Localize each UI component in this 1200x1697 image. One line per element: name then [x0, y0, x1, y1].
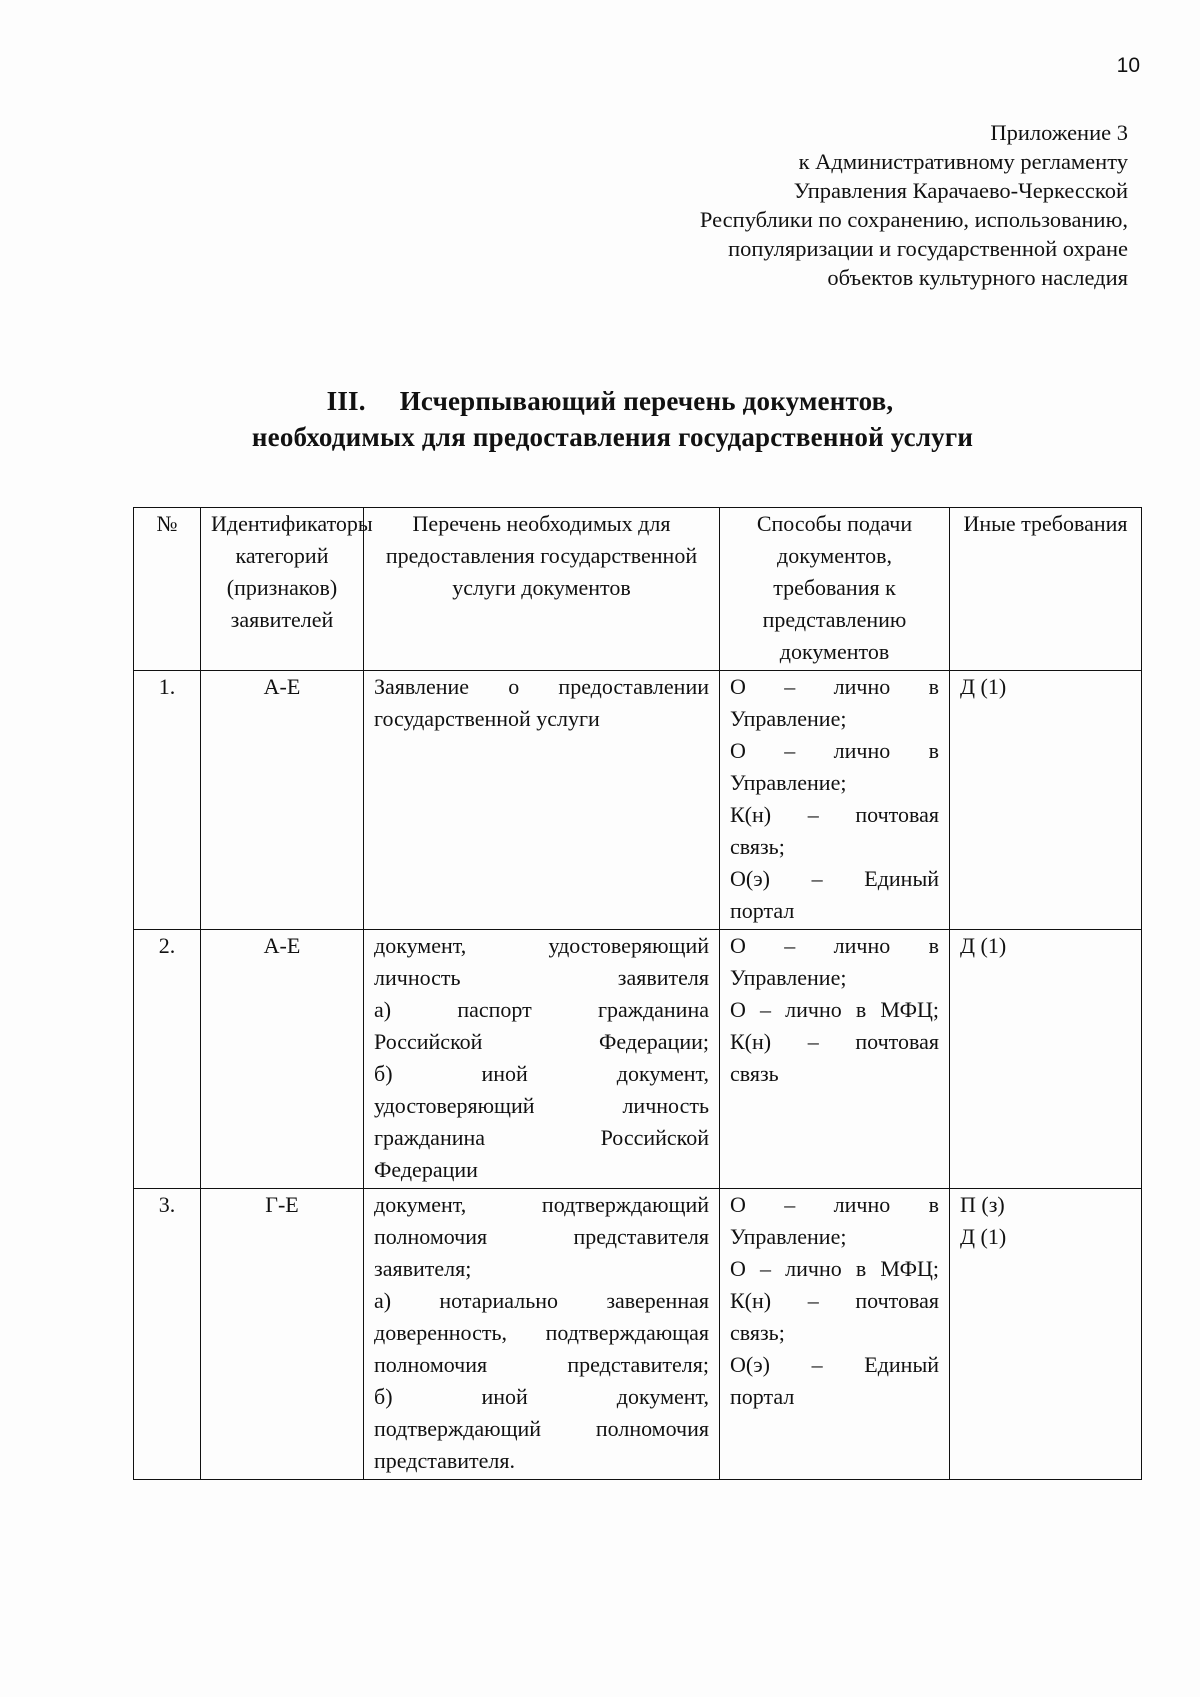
table-row	[134, 671, 1142, 930]
header-num: №	[134, 508, 201, 671]
document-text-line: доверенность, подтверждающая	[374, 1320, 709, 1345]
table-body	[134, 671, 1142, 1480]
submission-text-line: О – лично в	[730, 674, 939, 699]
appendix-line: Приложение 3	[990, 120, 1128, 145]
documents-table	[133, 507, 1142, 1480]
appendix-line: Республики по сохранению, использованию,	[699, 207, 1128, 232]
submission-ways-cell	[720, 671, 950, 930]
document-text-line: заявителя;	[374, 1256, 472, 1281]
submission-text-line: связь	[730, 1061, 779, 1086]
row-number-cell: 1.	[134, 671, 201, 930]
document-text-line: а) паспорт гражданина	[374, 997, 709, 1022]
submission-text-line: связь;	[730, 1320, 785, 1345]
submission-text-line: Управление;	[730, 965, 847, 990]
submission-text-line: Управление;	[730, 706, 847, 731]
requirement-text-line: Д (1)	[960, 674, 1007, 699]
submission-text-line: О(э) – Единый	[730, 1352, 939, 1377]
section-number: III.	[326, 386, 366, 416]
header-other: Иные требования	[950, 508, 1142, 671]
table-header-row	[134, 508, 1142, 671]
submission-text-line: портал	[730, 898, 795, 923]
document-text-line: б) иной документ,	[374, 1384, 709, 1409]
document-text-line: а) нотариально заверенная	[374, 1288, 709, 1313]
submission-text-line: К(н) – почтовая	[730, 1288, 939, 1313]
document-text-line: Российской Федерации;	[374, 1029, 709, 1054]
submission-ways-cell	[720, 930, 950, 1189]
other-requirements-cell	[950, 930, 1142, 1189]
document-text-line: полномочия представителя;	[374, 1352, 709, 1377]
submission-text-line: О – лично в МФЦ;	[730, 1256, 939, 1281]
submission-text-line: О – лично в	[730, 738, 939, 763]
submission-text-line: связь;	[730, 834, 785, 859]
document-text-line: гражданина Российской	[374, 1125, 709, 1150]
document-text-line: б) иной документ,	[374, 1061, 709, 1086]
submission-text-line: Управление;	[730, 770, 847, 795]
row-number-cell: 3.	[134, 1189, 201, 1480]
heading-text-1: Исчерпывающий перечень документов,	[399, 386, 894, 416]
page-number: 10	[1116, 54, 1140, 77]
submission-text-line: О – лично в МФЦ;	[730, 997, 939, 1022]
document-list-cell	[364, 1189, 720, 1480]
document-text-line: подтверждающий полномочия	[374, 1416, 709, 1441]
submission-ways-cell	[720, 1189, 950, 1480]
appendix-line: популяризации и государственной охране	[728, 236, 1128, 261]
heading-line-1	[0, 383, 1200, 419]
category-cell: А-Е	[201, 671, 364, 930]
document-text-line: Заявление о предоставлении	[374, 674, 709, 699]
other-requirements-cell	[950, 671, 1142, 930]
document-list-cell	[364, 671, 720, 930]
category-cell: А-Е	[201, 930, 364, 1189]
document-text-line: полномочия представителя	[374, 1224, 709, 1249]
submission-text-line: О – лично в	[730, 933, 939, 958]
header-list: Перечень необходимых для предоставления государственной услуги документов	[364, 508, 720, 671]
appendix-line: объектов культурного наследия	[827, 265, 1128, 290]
document-text-line: Федерации	[374, 1157, 478, 1182]
document-text-line: представителя.	[374, 1448, 515, 1473]
submission-text-line: К(н) – почтовая	[730, 1029, 939, 1054]
appendix-line: Управления Карачаево-Черкесской	[793, 178, 1128, 203]
document-list-cell	[364, 930, 720, 1189]
submission-text-line: портал	[730, 1384, 795, 1409]
document-text-line: документ, подтверждающий	[374, 1192, 709, 1217]
document-text-line: документ, удостоверяющий	[374, 933, 709, 958]
requirement-text-line: Д (1)	[960, 933, 1007, 958]
category-cell: Г-Е	[201, 1189, 364, 1480]
document-text-line: государственной услуги	[374, 706, 600, 731]
requirement-text-line: Д (1)	[960, 1224, 1007, 1249]
appendix-block	[700, 118, 1128, 292]
other-requirements-cell	[950, 1189, 1142, 1480]
table-row	[134, 1189, 1142, 1480]
submission-text-line: О – лично в	[730, 1192, 939, 1217]
heading-line-2: необходимых для предоставления государственной услуги	[251, 422, 974, 452]
submission-text-line: К(н) – почтовая	[730, 802, 939, 827]
document-text-line: личность заявителя	[374, 965, 709, 990]
document-text-line: удостоверяющий личность	[374, 1093, 709, 1118]
submission-text-line: Управление;	[730, 1224, 847, 1249]
table-row	[134, 930, 1142, 1189]
submission-text-line: О(э) – Единый	[730, 866, 939, 891]
appendix-line: к Административному регламенту	[798, 149, 1128, 174]
row-number-cell: 2.	[134, 930, 201, 1189]
requirement-text-line: П (з)	[960, 1192, 1005, 1217]
header-ways: Способы подачи документов, требования к представлению документов	[720, 508, 950, 671]
header-category: Идентификаторы категорий (признаков) заявителей	[201, 508, 364, 671]
section-heading	[0, 383, 1200, 455]
